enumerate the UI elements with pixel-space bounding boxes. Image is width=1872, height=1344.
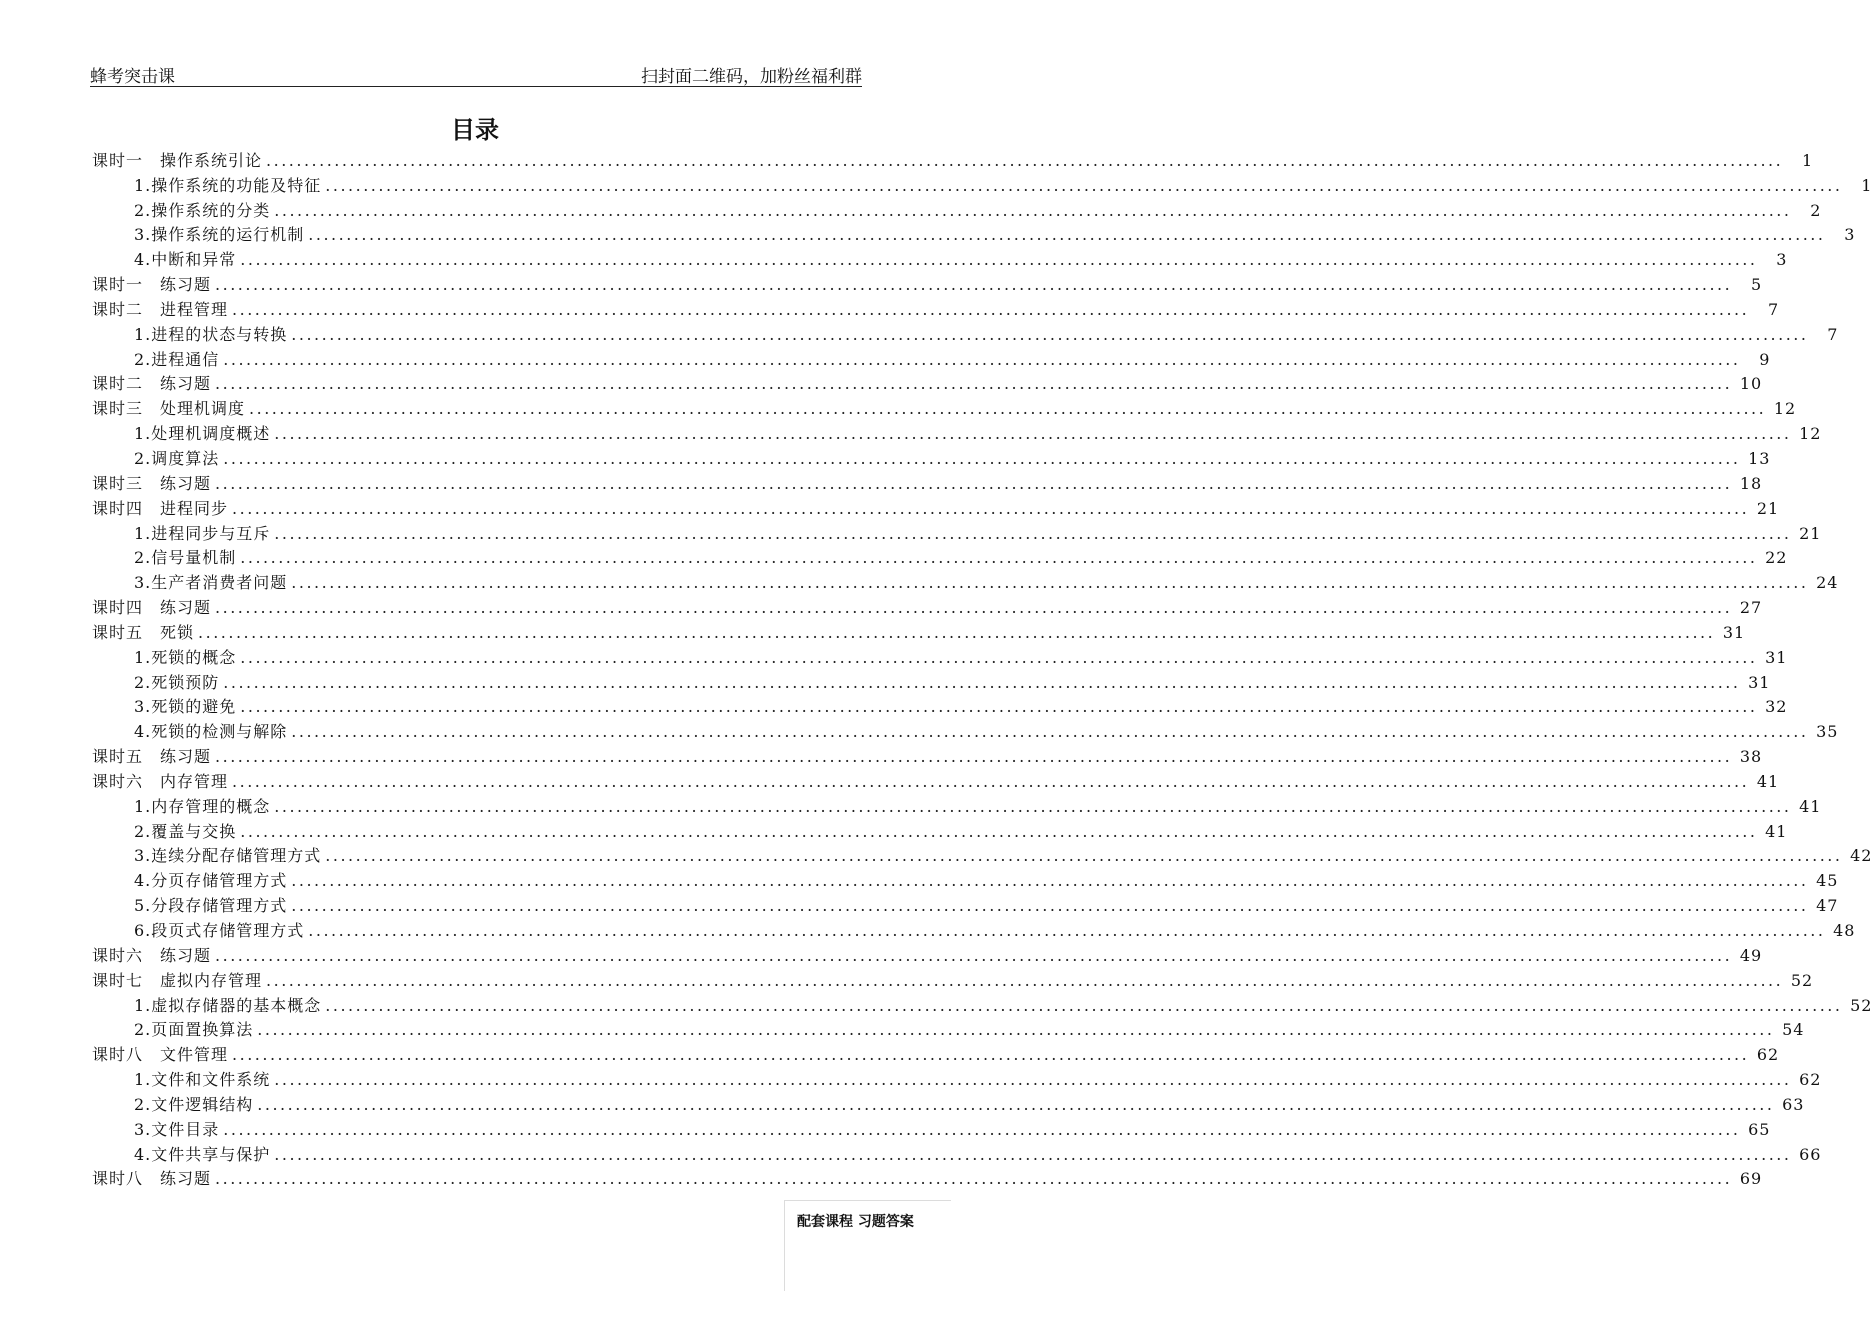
toc-page-number: 52 [1790,970,1814,990]
toc-chapter-entry[interactable] [92,270,1763,295]
toc-dot-leader: ........................................................................................................................................................................................................ [274,1070,1792,1090]
toc-entry-label: 2.文件逻辑结构 [134,1094,254,1114]
toc-dot-leader: ........................................................................................................................................................................................................ [325,995,1843,1015]
toc-dot-leader: ........................................................................................................................................................................................................ [232,299,1750,319]
toc-entry-label: 课时五 死锁 [92,622,195,642]
toc-dot-leader: ........................................................................................................................................................................................................ [215,945,1733,965]
toc-chapter-entry[interactable] [92,742,1763,767]
toc-chapter-entry[interactable] [92,618,1746,643]
toc-dot-leader: ........................................................................................................................................................................................................ [257,1094,1775,1114]
toc-entry-label: 4.中断和异常 [134,250,237,270]
toc-entry-label: 2.死锁预防 [134,672,220,692]
toc-subentry[interactable] [92,643,1788,668]
toc-page-number: 3 [1844,225,1856,245]
toc-subentry[interactable] [92,717,1839,742]
toc-page-number: 12 [1773,399,1797,419]
toc-page-number: 12 [1799,424,1822,444]
toc-page-number: 31 [1765,647,1788,667]
toc-page-number: 47 [1816,896,1839,916]
toc-page-number: 7 [1827,324,1839,344]
toc-subentry[interactable] [92,891,1839,916]
toc-chapter-entry[interactable] [92,295,1780,320]
companion-resources-box [784,1200,951,1291]
toc-dot-leader: ........................................................................................................................................................................................................ [325,846,1843,866]
toc-dot-leader: ........................................................................................................................................................................................................ [274,796,1792,816]
page-header [90,62,862,87]
toc-dot-leader: ........................................................................................................................................................................................................ [198,622,1716,642]
toc-entry-label: 2.覆盖与交换 [134,821,237,841]
toc-subentry[interactable] [92,916,1856,941]
toc-page-number: 22 [1765,548,1788,568]
toc-entry-label: 1.进程的状态与转换 [134,324,288,344]
toc-subentry[interactable] [92,1115,1771,1140]
toc-page-number: 1 [1861,175,1872,195]
toc-entry-label: 课时六 内存管理 [92,771,229,791]
toc-page-number: 52 [1850,995,1872,1015]
toc-dot-leader: ........................................................................................................................................................................................................ [291,573,1809,593]
toc-entry-label: 1.进程同步与互斥 [134,523,271,543]
toc-page-number: 9 [1759,349,1771,369]
toc-entry-label: 2.信号量机制 [134,548,237,568]
table-of-contents [92,146,1872,1189]
toc-entry-label: 5.分段存储管理方式 [134,896,288,916]
toc-page-number: 18 [1739,473,1763,493]
toc-subentry[interactable] [92,1090,1805,1115]
toc-entry-label: 课时六 练习题 [92,945,212,965]
toc-entry-label: 1.虚拟存储器的基本概念 [134,995,322,1015]
toc-page-number: 1 [1802,150,1814,170]
toc-chapter-entry[interactable] [92,593,1763,618]
toc-page-number: 31 [1748,672,1771,692]
toc-page-number: 10 [1739,374,1763,394]
toc-subentry[interactable] [92,1140,1822,1165]
toc-page-number: 5 [1751,275,1763,295]
toc-entry-label: 课时八 文件管理 [92,1045,229,1065]
toc-subentry[interactable] [92,519,1822,544]
toc-dot-leader: ........................................................................................................................................................................................................ [291,722,1809,742]
toc-page-number: 13 [1748,448,1771,468]
toc-page-number: 41 [1765,821,1788,841]
toc-subentry[interactable] [92,1065,1822,1090]
toc-entry-label: 课时四 练习题 [92,598,212,618]
toc-subentry[interactable] [92,444,1771,469]
toc-dot-leader: ........................................................................................................................................................................................................ [291,324,1809,344]
toc-entry-label: 4.分页存储管理方式 [134,871,288,891]
toc-chapter-entry[interactable] [92,767,1780,792]
toc-dot-leader: ........................................................................................................................................................................................................ [249,399,1767,419]
toc-page-number: 41 [1799,796,1822,816]
toc-dot-leader: ........................................................................................................................................................................................................ [274,1144,1792,1164]
header-promo: 扫封面二维码，加粉丝福利群 [641,67,862,87]
toc-entry-label: 1.内存管理的概念 [134,796,271,816]
page-title: 目录 [451,116,499,144]
toc-page-number: 54 [1782,1020,1805,1040]
toc-entry-label: 6.段页式存储管理方式 [134,921,305,940]
toc-entry-label: 1.死锁的概念 [134,647,237,667]
toc-subentry[interactable] [92,320,1839,345]
toc-dot-leader: ........................................................................................................................................................................................................ [308,225,1826,245]
toc-entry-label: 1.文件和文件系统 [134,1070,271,1090]
toc-subentry[interactable] [92,419,1822,444]
toc-page-number: 45 [1816,871,1839,891]
toc-entry-label: 3.死锁的避免 [134,697,237,717]
toc-page-number: 41 [1756,771,1780,791]
companion-resources-label: 配套课程 习题答案 [797,1214,914,1230]
toc-subentry[interactable] [92,171,1872,196]
toc-entry-label: 3.操作系统的运行机制 [134,225,305,245]
toc-dot-leader: ........................................................................................................................................................................................................ [240,250,1758,270]
toc-dot-leader: ........................................................................................................................................................................................................ [215,598,1733,618]
toc-page-number: 27 [1739,598,1763,618]
toc-subentry[interactable] [92,668,1771,693]
toc-subentry[interactable] [92,196,1822,221]
toc-page-number: 31 [1722,622,1746,642]
toc-chapter-entry[interactable] [92,941,1763,966]
toc-dot-leader: ........................................................................................................................................................................................................ [274,200,1792,220]
toc-chapter-entry[interactable] [92,469,1763,494]
toc-chapter-entry[interactable] [92,146,1814,171]
toc-dot-leader: ........................................................................................................................................................................................................ [325,175,1843,195]
toc-entry-label: 课时三 处理机调度 [92,399,246,419]
toc-chapter-entry[interactable] [92,394,1797,419]
toc-entry-label: 课时一 操作系统引论 [92,150,263,170]
toc-entry-label: 2.进程通信 [134,349,220,369]
toc-page-number: 3 [1776,250,1788,270]
toc-dot-leader: ........................................................................................................................................................................................................ [266,150,1784,170]
toc-dot-leader: ........................................................................................................................................................................................................ [223,1119,1741,1139]
toc-subentry[interactable] [92,221,1856,246]
toc-page-number: 65 [1748,1119,1771,1139]
toc-dot-leader: ........................................................................................................................................................................................................ [308,921,1826,940]
toc-subentry[interactable] [92,792,1822,817]
toc-dot-leader: ........................................................................................................................................................................................................ [232,771,1750,791]
toc-dot-leader: ........................................................................................................................................................................................................ [223,448,1741,468]
toc-entry-label: 4.文件共享与保护 [134,1144,271,1164]
toc-subentry[interactable] [92,693,1788,718]
toc-dot-leader: ........................................................................................................................................................................................................ [240,821,1758,841]
toc-entry-label: 课时四 进程同步 [92,498,229,518]
toc-entry-label: 课时二 进程管理 [92,299,229,319]
toc-subentry[interactable] [92,817,1788,842]
toc-dot-leader: ........................................................................................................................................................................................................ [232,1045,1750,1065]
toc-subentry[interactable] [92,1016,1805,1041]
toc-dot-leader: ........................................................................................................................................................................................................ [215,1169,1733,1189]
toc-dot-leader: ........................................................................................................................................................................................................ [274,523,1792,543]
toc-page-number: 35 [1816,722,1839,742]
toc-entry-label: 4.死锁的检测与解除 [134,722,288,742]
toc-entry-label: 1.处理机调度概述 [134,424,271,444]
toc-page-number: 24 [1816,573,1839,593]
toc-entry-label: 2.页面置换算法 [134,1020,254,1040]
toc-entry-label: 课时五 练习题 [92,747,212,767]
toc-subentry[interactable] [92,568,1839,593]
toc-dot-leader: ........................................................................................................................................................................................................ [274,424,1792,444]
toc-entry-label: 课时三 练习题 [92,473,212,493]
toc-page-number: 62 [1799,1070,1822,1090]
toc-page-number: 63 [1782,1094,1805,1114]
toc-dot-leader: ........................................................................................................................................................................................................ [240,548,1758,568]
toc-chapter-entry[interactable] [92,370,1763,395]
toc-page-number: 48 [1833,921,1856,940]
toc-dot-leader: ........................................................................................................................................................................................................ [291,896,1809,916]
toc-subentry[interactable] [92,245,1788,270]
toc-subentry[interactable] [92,866,1839,891]
toc-page-number: 69 [1739,1169,1763,1189]
toc-page-number: 7 [1768,299,1780,319]
toc-subentry[interactable] [92,345,1771,370]
toc-chapter-entry[interactable] [92,494,1780,519]
toc-entry-label: 课时七 虚拟内存管理 [92,970,263,990]
toc-subentry[interactable] [92,991,1872,1016]
toc-page-number: 21 [1756,498,1780,518]
toc-dot-leader: ........................................................................................................................................................................................................ [215,374,1733,394]
toc-entry-label: 课时一 练习题 [92,275,212,295]
toc-entry-label: 课时二 练习题 [92,374,212,394]
toc-page-number: 66 [1799,1144,1822,1164]
toc-dot-leader: ........................................................................................................................................................................................................ [215,275,1733,295]
toc-entry-label: 3.生产者消费者问题 [134,573,288,593]
toc-page-number: 38 [1739,747,1763,767]
toc-page-number: 49 [1739,945,1763,965]
toc-entry-label: 3.文件目录 [134,1119,220,1139]
toc-chapter-entry[interactable] [92,1165,1763,1190]
toc-dot-leader: ........................................................................................................................................................................................................ [232,498,1750,518]
toc-dot-leader: ........................................................................................................................................................................................................ [223,349,1741,369]
toc-chapter-entry[interactable] [92,1040,1780,1065]
toc-page-number: 62 [1756,1045,1780,1065]
toc-page-number: 42 [1850,846,1872,866]
toc-subentry[interactable] [92,544,1788,569]
toc-entry-label: 1.操作系统的功能及特征 [134,175,322,195]
toc-dot-leader: ........................................................................................................................................................................................................ [215,473,1733,493]
toc-page-number: 32 [1765,697,1788,717]
toc-page-number: 21 [1799,523,1822,543]
toc-dot-leader: ........................................................................................................................................................................................................ [266,970,1784,990]
toc-entry-label: 3.连续分配存储管理方式 [134,846,322,866]
toc-dot-leader: ........................................................................................................................................................................................................ [240,647,1758,667]
toc-page-number: 2 [1810,200,1822,220]
toc-entry-label: 课时八 练习题 [92,1169,212,1189]
toc-dot-leader: ........................................................................................................................................................................................................ [223,672,1741,692]
toc-entry-label: 2.调度算法 [134,448,220,468]
toc-subentry[interactable] [92,842,1872,867]
toc-dot-leader: ........................................................................................................................................................................................................ [240,697,1758,717]
toc-entry-label: 2.操作系统的分类 [134,200,271,220]
toc-dot-leader: ........................................................................................................................................................................................................ [257,1020,1775,1040]
header-brand: 蜂考突击课 [90,67,175,87]
toc-dot-leader: ........................................................................................................................................................................................................ [215,747,1733,767]
toc-dot-leader: ........................................................................................................................................................................................................ [291,871,1809,891]
toc-chapter-entry[interactable] [92,966,1814,991]
